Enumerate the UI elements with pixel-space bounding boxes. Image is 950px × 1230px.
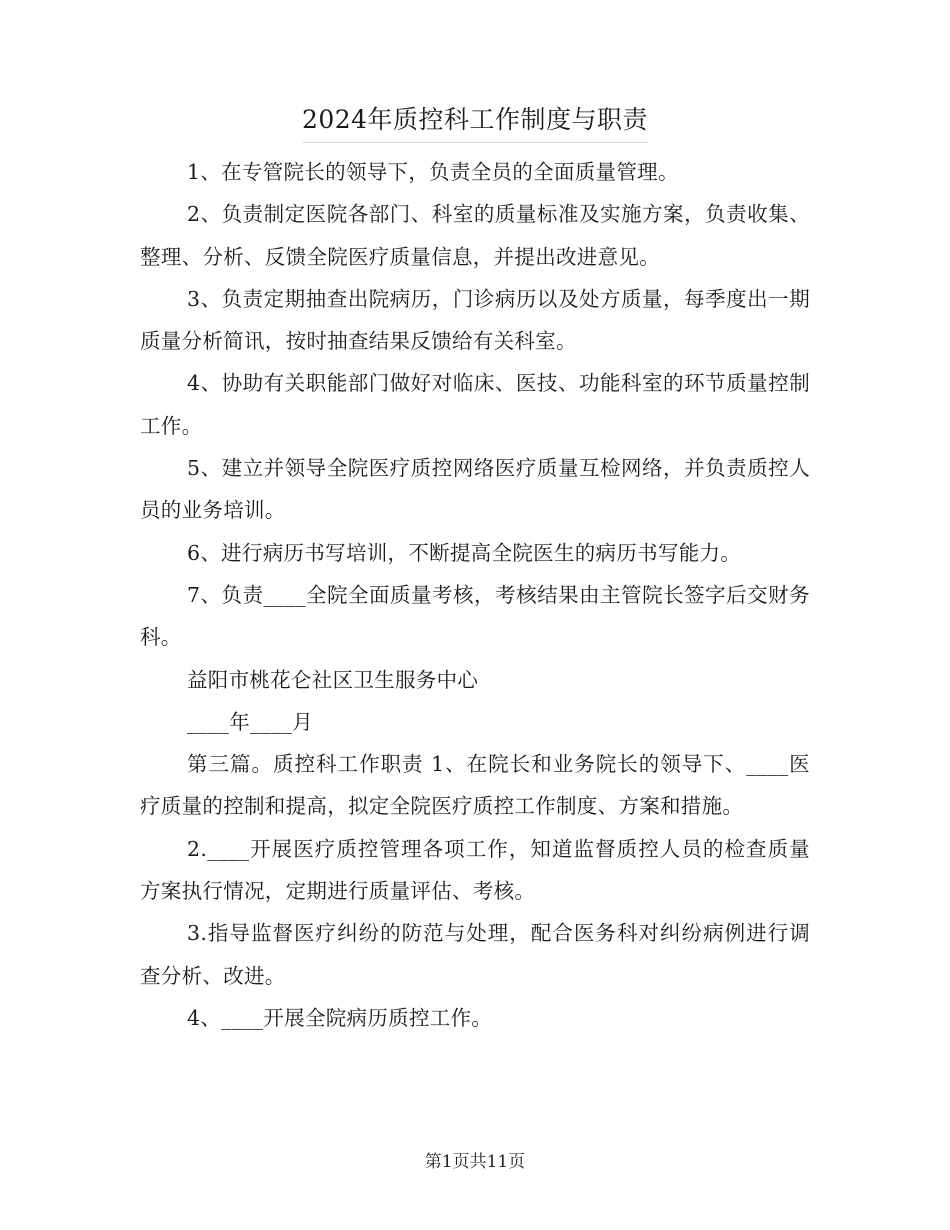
organization-name: 益阳市桃花仑社区卫生服务中心	[187, 667, 479, 692]
page-footer	[0, 1150, 950, 1174]
paragraph-2: 2、负责制定医院各部门、科室的质量标准及实施方案，负责收集、整理、分析、反馈全院医疗质量信息，并提出改进意见。	[140, 202, 810, 269]
section-three-item-4: 4、____开展全院病历质控工作。	[187, 1005, 493, 1030]
section-three-item-2: 2.____开展医疗质控管理各项工作，知道监督质控人员的检查质量方案执行情况，定期进行质量评估、考核。	[140, 836, 810, 904]
section-three-item-3: 3.指导监督医疗纠纷的防范与处理，配合医务科对纠纷病例进行调查分析、改进。	[140, 921, 810, 988]
paragraph-5: 5、建立并领导全院医疗质控网络医疗质量互检网络，并负责质控人员的业务培训。	[140, 456, 810, 523]
page-title: 2024年质控科工作制度与职责	[302, 100, 648, 143]
paragraph-1: 1、在专管院长的领导下，负责全员的全面质量管理。	[187, 160, 679, 184]
title-container	[0, 100, 950, 143]
date-line: ____年____月	[187, 709, 313, 734]
document-body	[140, 151, 810, 1039]
paragraph-3: 3、负责定期抽查出院病历，门诊病历以及处方质量，每季度出一期质量分析简讯，按时抽查结果反馈给有关科室。	[140, 286, 810, 354]
paragraph-6: 6、进行病历书写培训，不断提高全院医生的病历书写能力。	[187, 540, 742, 565]
page-indicator: 第1页共11页	[424, 1152, 526, 1172]
paragraph-7: 7、负责____全院全面质量考核，考核结果由主管院长签字后交财务科。	[140, 582, 810, 650]
section-three-intro: 第三篇。质控科工作职责 1、在院长和业务院长的领导下、____医疗质量的控制和提高，拟定全院医疗质控工作制度、方案和措施。	[140, 752, 810, 819]
paragraph-4: 4、协助有关职能部门做好对临床、医技、功能科室的环节质量控制工作。	[140, 371, 810, 438]
